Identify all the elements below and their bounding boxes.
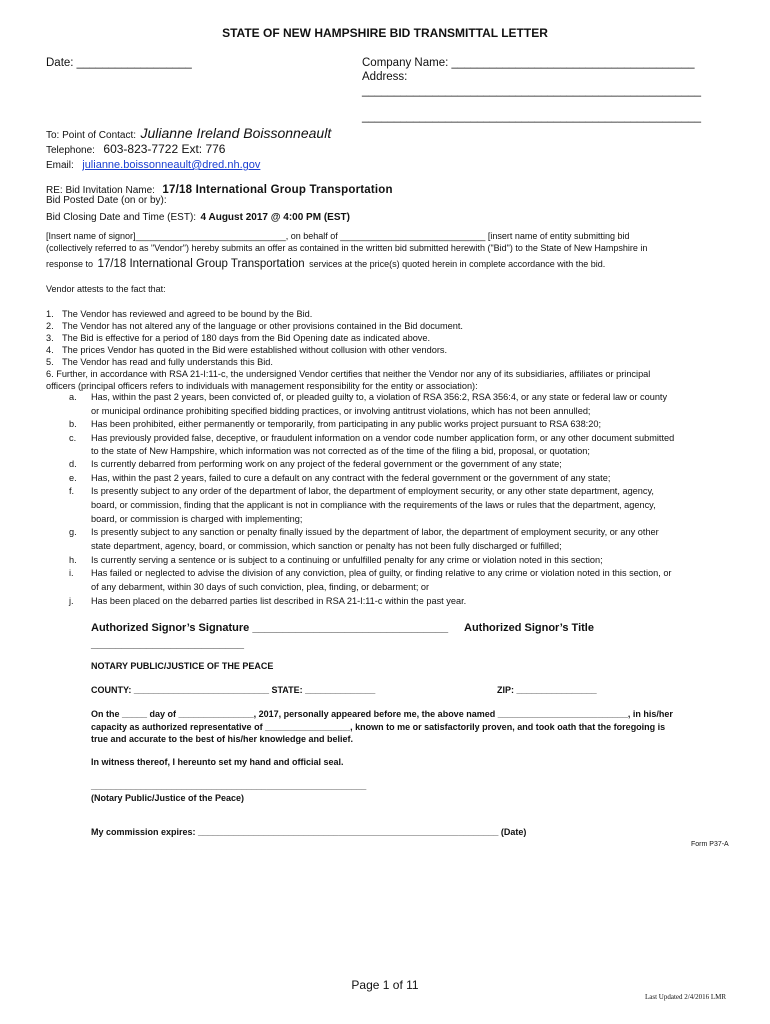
notary-signature-line: _______________________________________________________ [91,781,367,791]
date-field: Date: __________________ [46,57,192,69]
subitem-line: Has been placed on the debarred parties list described in RSA 21-I:11-c within the past year. [91,596,467,606]
subitem-line: Has been prohibited, either permanently or temporarily, from participating in any public works project pursuant to RSA 638:20; [91,419,601,429]
signature-field: Authorized Signor’s Signature ________________________________ [91,622,449,634]
subitem-letter: f. [69,486,75,496]
commission-expires-field: My commission expires: ____________________________________________________________ (Date) [91,827,527,837]
company-name-field: Company Name: ______________________________________ [362,57,695,69]
intro-line-2: (collectively referred to as "Vendor") hereby submits an offer as contained in the written bid submitted herewith ("Bid") to the State of New Hampshire in [46,243,648,253]
subitem-letter: d. [69,459,77,469]
bid-closing-value: 4 August 2017 @ 4:00 PM (EST) [200,212,350,223]
item-text: The Vendor has not altered any of the language or other provisions contained in the Bid document. [62,321,463,331]
address-line-2: _____________________________________________________ [362,111,701,123]
subitem-letter: b. [69,419,77,429]
item-6-line-1: 6. Further, in accordance with RSA 21-I:11-c, the undersigned Vendor certifies that neither the Vendor nor any of its subsidiaries, affiliates or principal [46,369,651,379]
subitem-line: board, or commission, finding that the applicant is not in compliance with the requirements of the laws or rules that the department, agency, [91,500,656,510]
last-updated: Last Updated 2/4/2016 LMR [645,993,727,1001]
subitem-line: Has failed or neglected to advise the division of any conviction, plea of guilty, or finding relative to any crime or violation noted in this section, or [91,568,672,578]
notary-statement-line-3: true and accurate to the best of his/her knowledge and belief. [91,734,354,744]
item-number: 5. [46,357,54,367]
subitem-line: or municipal ordinance prohibiting specified bidding practices, or involving antitrust violations, which has not been annulled; [91,406,591,416]
form-id: Form P37-A [691,841,729,848]
zip-field: ZIP: ________________ [497,685,597,695]
address-label: Address: [362,71,408,83]
item-number: 4. [46,345,54,355]
subitem-line: of any debarment, within 30 days of such conviction, plea, finding, or debarment; or [91,582,430,592]
email-label: Email: [46,160,74,171]
subitem-line: Has previously provided false, deceptive, or fraudulent information on a vendor code number application form, or any other document submitted [91,433,675,443]
subitem-letter: c. [69,433,77,443]
bid-invitation-label: RE: Bid Invitation Name: [46,185,155,196]
subitem-line: board, or commission is charged with implementing; [91,514,303,524]
telephone-label: Telephone: [46,145,95,156]
telephone-value: 603-823-7722 Ext: 776 [103,142,226,156]
signor-title-field: Authorized Signor’s Title [464,622,594,634]
subitem-line: Is currently debarred from performing work on any project of the federal government or the government of any state; [91,459,562,469]
subitem-line: state department, agency, board, or commission, which sanction or penalty has not been fully discharged or fulfilled; [91,541,562,551]
item-text: The Bid is effective for a period of 180 days from the Bid Opening date as indicated above. [62,333,431,343]
bid-closing [46,207,350,225]
item-number: 3. [46,333,54,343]
bid-closing-label: Bid Closing Date and Time (EST): [46,212,197,223]
notary-label: (Notary Public/Justice of the Peace) [91,793,245,803]
notary-statement-line-2: capacity as authorized representative of _________________, known to me or satisfactorily proven, and took oath that the foregoing is [91,722,666,732]
county-state-field: COUNTY: ___________________________ STATE: ______________ [91,685,376,695]
subitem-line: Has, within the past 2 years, failed to cure a default on any contract with the federal government or the government of any state; [91,473,611,483]
item-number: 1. [46,309,54,319]
subitem-line: Is presently subject to any sanction or penalty finally issued by the department of labor, the department of employment security, or any other [91,527,659,537]
email-link[interactable]: julianne.boissonneault@dred.nh.gov [82,159,261,171]
notary-statement-line-1: On the _____ day of _______________, 2017, personally appeared before me, the above named __________________________, in his/her [91,709,673,719]
witness-statement: In witness thereof, I hereunto set my hand and official seal. [91,757,344,767]
bid-invitation-value: 17/18 International Group Transportation [162,184,393,196]
bid-posted-date: Bid Posted Date (on or by): [46,195,167,206]
contact-to-label: To: Point of Contact: [46,130,137,141]
address-line-1: _____________________________________________________ [362,85,701,97]
attests-heading: Vendor attests to the fact that: [46,284,166,294]
subitem-letter: a. [69,392,77,402]
notary-heading: NOTARY PUBLIC/JUSTICE OF THE PEACE [91,661,274,671]
subitem-letter: h. [69,555,77,565]
item-text: The prices Vendor has quoted in the Bid were established without collusion with other vendors. [62,345,448,355]
intro-line-3 [46,254,605,272]
item-text: The Vendor has reviewed and agreed to be bound by the Bid. [62,309,313,319]
subitem-letter: e. [69,473,77,483]
intro-line-1: [Insert name of signor]______________________________, on behalf of _____________________________ [insert name of entity submitting bid [46,231,630,241]
intro-line-3-pre: response to [46,259,94,269]
subitem-line: Has, within the past 2 years, been convicted of, or pleaded guilty to, a violation of RSA 356:2, RSA 356:4, or any state or federal law or county [91,392,668,402]
page-number: Page 1 of 11 [351,978,419,992]
subitem-line: to the state of New Hampshire, which information was not corrected as of the time of the filing a bid, proposal, or quotation; [91,446,590,456]
subitem-line: Is presently subject to any order of the department of labor, the department of employment security, or any other state department, agency, [91,486,654,496]
item-6-line-2: officers (principal officers refers to individuals with management responsibility for the entity or association): [46,381,478,391]
intro-line-3-post: services at the price(s) quoted herein in complete accordance with the bid. [309,259,606,269]
item-number: 2. [46,321,54,331]
subitem-letter: i. [69,568,74,578]
subitem-letter: j. [69,596,74,606]
contact-to-value: Julianne Ireland Boissonneault [140,125,332,141]
subitem-line: Is currently serving a sentence or is subject to a continuing or unfulfilled penalty for any crime or violation noted in this section; [91,555,603,565]
subitem-letter: g. [69,527,77,537]
contact-email [46,155,260,173]
document-title: STATE OF NEW HAMPSHIRE BID TRANSMITTAL LETTER [222,26,548,40]
item-text: The Vendor has read and fully understands this Bid. [62,357,273,367]
signature-line-2: _________________________ [91,638,244,650]
intro-line-3-bid-name: 17/18 International Group Transportation [97,258,305,270]
